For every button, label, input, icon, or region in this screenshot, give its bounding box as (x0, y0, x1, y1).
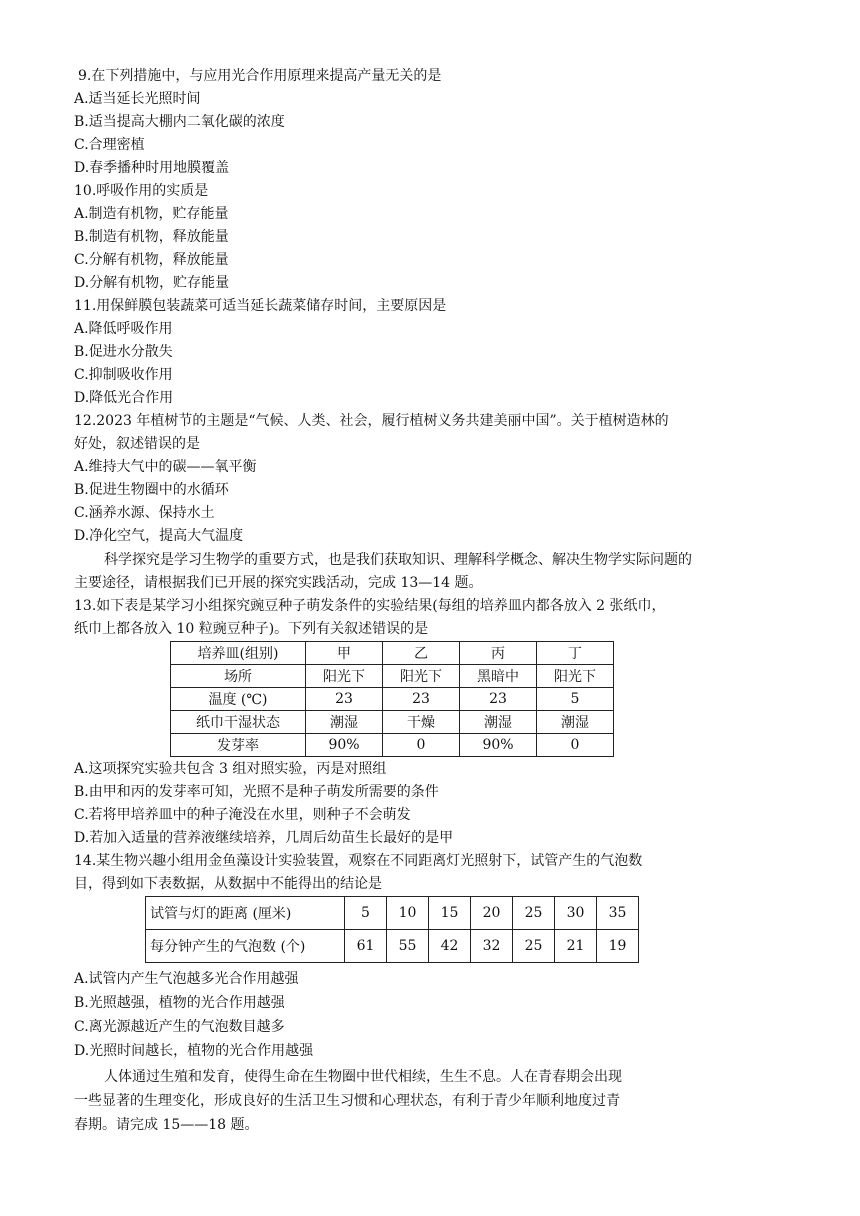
table-cell: 23 (306, 688, 383, 711)
table-cell: 0 (383, 734, 460, 757)
table-cell: 黑暗中 (460, 665, 537, 688)
table-cell: 55 (387, 930, 429, 963)
table-cell: 20 (471, 897, 513, 930)
question-9-option-b: B.适当提高大棚内二氧化碳的浓度 (74, 114, 285, 130)
table-row (146, 930, 639, 963)
table-cell: 甲 (306, 642, 383, 665)
table-cell: 30 (555, 897, 597, 930)
question-10-option-c: C.分解有机物，释放能量 (74, 252, 229, 268)
question-14-option-d: D.光照时间越长，植物的光合作用越强 (74, 1043, 314, 1059)
question-12-stem-line-1: 12.2023 年植树节的主题是“气候、人类、社会，履行植树义务共建美丽中国”。关于植树造林的 (74, 413, 669, 429)
question-12-option-d: D.净化空气，提高大气温度 (74, 528, 244, 544)
question-12-option-b: B.促进生物圈中的水循环 (74, 482, 229, 498)
question-13-option-c: C.若将甲培养皿中的种子淹没在水里，则种子不会萌发 (74, 807, 411, 823)
table-cell: 5 (345, 897, 387, 930)
bubble-count-table (145, 896, 639, 963)
table-row (171, 642, 614, 665)
table-cell: 阳光下 (537, 665, 614, 688)
table-cell: 5 (537, 688, 614, 711)
table-cell: 纸巾干湿状态 (171, 711, 306, 734)
table-row (146, 897, 639, 930)
germination-table (170, 641, 614, 757)
question-10-option-b: B.制造有机物，释放能量 (74, 229, 229, 245)
intro-15-18-line-1: 人体通过生殖和发育，使得生命在生物圈中世代相续，生生不息。人在青春期会出现 (104, 1069, 622, 1085)
table-cell: 25 (513, 930, 555, 963)
table-cell: 阳光下 (383, 665, 460, 688)
table-cell: 90% (306, 734, 383, 757)
question-14-option-a: A.试管内产生气泡越多光合作用越强 (74, 971, 299, 987)
table-cell: 潮湿 (537, 711, 614, 734)
question-10-stem: 10.呼吸作用的实质是 (74, 183, 209, 199)
question-12-option-c: C.涵养水源、保持水土 (74, 505, 215, 521)
table-cell: 丙 (460, 642, 537, 665)
question-9-option-d: D.春季播种时用地膜覆盖 (74, 160, 230, 176)
table-row (171, 665, 614, 688)
intro-15-18-line-3: 春期。请完成 15——18 题。 (74, 1117, 259, 1133)
table-cell: 场所 (171, 665, 306, 688)
table-cell: 21 (555, 930, 597, 963)
question-11-stem: 11.用保鲜膜包装蔬菜可适当延长蔬菜储存时间，主要原因是 (74, 298, 447, 314)
table-row (171, 734, 614, 757)
table-cell: 潮湿 (460, 711, 537, 734)
intro-13-14-line-1: 科学探究是学习生物学的重要方式，也是我们获取知识、理解科学概念、解决生物学实际问题的 (104, 552, 692, 568)
question-14-option-c: C.离光源越近产生的气泡数目越多 (74, 1019, 285, 1035)
question-13-option-a: A.这项探究实验共包含 3 组对照实验，丙是对照组 (74, 761, 387, 777)
table-cell: 温度 (℃) (171, 688, 306, 711)
table-cell: 42 (429, 930, 471, 963)
question-11-option-d: D.降低光合作用 (74, 390, 174, 406)
table-cell: 23 (383, 688, 460, 711)
question-13-stem-line-1: 13.如下表是某学习小组探究豌豆种子萌发条件的实验结果(每组的培养皿内都各放入 2 张纸巾， (74, 598, 666, 614)
question-14-option-b: B.光照越强，植物的光合作用越强 (74, 995, 285, 1011)
question-9-stem: 9.在下列措施中，与应用光合作用原理来提高产量无关的是 (78, 68, 442, 84)
table-cell: 10 (387, 897, 429, 930)
question-10-option-d: D.分解有机物，贮存能量 (74, 275, 230, 291)
table-cell: 阳光下 (306, 665, 383, 688)
table-cell: 潮湿 (306, 711, 383, 734)
table-cell: 15 (429, 897, 471, 930)
question-12-stem-line-2: 好处，叙述错误的是 (74, 436, 200, 452)
table-cell: 19 (597, 930, 639, 963)
table-cell: 61 (345, 930, 387, 963)
question-14-stem-line-2: 目，得到如下表数据，从数据中不能得出的结论是 (74, 876, 382, 892)
question-13-option-b: B.由甲和丙的发芽率可知，光照不是种子萌发所需要的条件 (74, 784, 439, 800)
intro-13-14-line-2: 主要途径，请根据我们已开展的探究实践活动，完成 13—14 题。 (74, 575, 483, 591)
table-cell: 每分钟产生的气泡数 (个) (146, 930, 345, 963)
question-11-option-a: A.降低呼吸作用 (74, 321, 173, 337)
table-cell: 32 (471, 930, 513, 963)
table-row (171, 711, 614, 734)
table-cell: 培养皿(组别) (171, 642, 306, 665)
question-11-option-c: C.抑制吸收作用 (74, 367, 173, 383)
question-12-option-a: A.维持大气中的碳——氧平衡 (74, 459, 257, 475)
question-9-option-a: A.适当延长光照时间 (74, 91, 201, 107)
question-13-option-d: D.若加入适量的营养液继续培养，几周后幼苗生长最好的是甲 (74, 830, 454, 846)
question-11-option-b: B.促进水分散失 (74, 344, 173, 360)
table-cell: 发芽率 (171, 734, 306, 757)
table-cell: 90% (460, 734, 537, 757)
table-cell: 试管与灯的距离 (厘米) (146, 897, 345, 930)
table-cell: 乙 (383, 642, 460, 665)
question-14-stem-line-1: 14.某生物兴趣小组用金鱼藻设计实验装置，观察在不同距离灯光照射下，试管产生的气泡数 (74, 853, 643, 869)
table-row (171, 688, 614, 711)
table-cell: 25 (513, 897, 555, 930)
question-10-option-a: A.制造有机物，贮存能量 (74, 206, 229, 222)
table-cell: 23 (460, 688, 537, 711)
intro-15-18-line-2: 一些显著的生理变化，形成良好的生活卫生习惯和心理状态，有利于青少年顺利地度过青 (74, 1093, 620, 1109)
table-cell: 干燥 (383, 711, 460, 734)
question-13-stem-line-2: 纸巾上都各放入 10 粒豌豆种子)。下列有关叙述错误的是 (74, 621, 429, 637)
table-cell: 0 (537, 734, 614, 757)
question-9-option-c: C.合理密植 (74, 137, 145, 153)
table-cell: 丁 (537, 642, 614, 665)
table-cell: 35 (597, 897, 639, 930)
